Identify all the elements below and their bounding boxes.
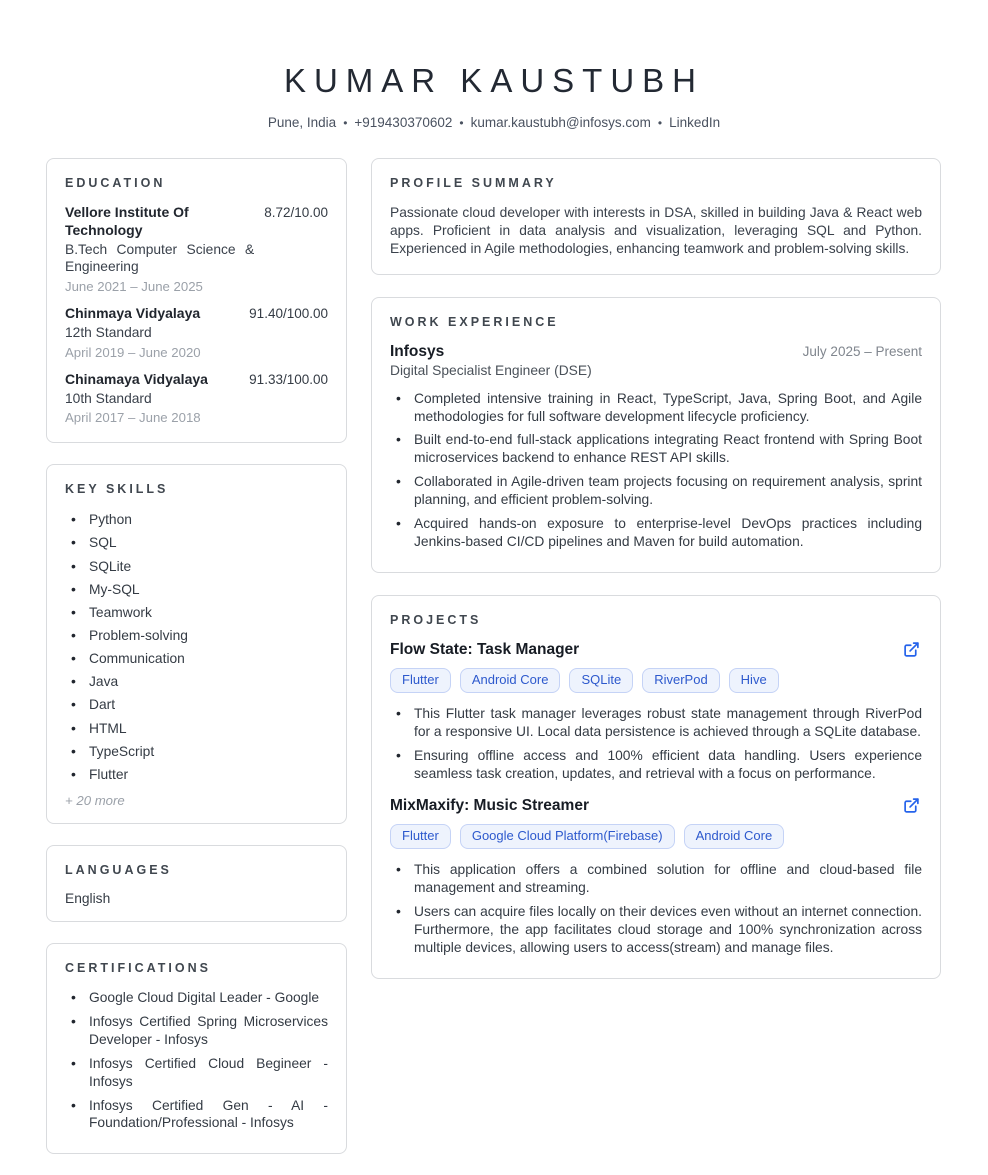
work-bullets: [390, 390, 922, 551]
tech-tag: Google Cloud Platform(Firebase): [460, 824, 675, 849]
contact-separator: •: [459, 116, 464, 130]
degree: 10th Standard: [65, 390, 152, 406]
skill-item: • TypeScript: [65, 742, 328, 762]
education-entry-left: [65, 204, 254, 294]
certifications-section-title: CERTIFICATIONS: [65, 960, 211, 975]
project-bullet: • Ensuring offline access and 100% efficient data handling. Users experience seamless task creation, updates, and retrieval with a focus on performance.: [390, 747, 922, 783]
certifications-list: [65, 989, 328, 1132]
school-name: Chinmaya Vidyalaya: [65, 305, 201, 322]
work-entry: [390, 343, 922, 551]
certification-item: • Google Cloud Digital Leader - Google: [65, 989, 328, 1007]
tech-tag: SQLite: [569, 668, 633, 693]
score: 91.33/100.00: [249, 371, 328, 387]
project-entry-head: [390, 641, 922, 659]
projects-card: [371, 595, 941, 979]
date-range: June 2021 – June 2025: [65, 279, 203, 295]
project-title: MixMaxify: Music Streamer: [390, 796, 589, 814]
skill-item: • Problem-solving: [65, 626, 328, 646]
work-entry-head: [390, 343, 922, 361]
right-column: [371, 158, 941, 1001]
skill-item: • Flutter: [65, 765, 328, 785]
certification-item: • Infosys Certified Cloud Begineer - Infosys: [65, 1055, 328, 1091]
contact-linkedin-link[interactable]: LinkedIn: [669, 115, 721, 130]
work-bullet: • Collaborated in Agile-driven team projects focusing on requirement analysis, sprint planning, and efficient problem-solving.: [390, 473, 922, 509]
skills-list: [65, 510, 328, 785]
skill-item: • Communication: [65, 649, 328, 669]
tech-tag: Hive: [729, 668, 779, 693]
project-entry-head: [390, 797, 922, 815]
project-tags: [390, 824, 922, 849]
skill-item: • Java: [65, 672, 328, 692]
tech-tag: Android Core: [460, 668, 561, 693]
education-entries: [65, 204, 328, 425]
skill-item: • HTML: [65, 719, 328, 739]
project-bullet: • This Flutter task manager leverages robust state management through RiverPod for a responsive UI. Local data persistence is achieved through a SQLite database.: [390, 705, 922, 741]
languages-card: [46, 845, 347, 922]
contact-location: Pune, India: [267, 115, 337, 130]
job-title: Digital Specialist Engineer (DSE): [390, 362, 592, 378]
profile-summary-text: Passionate cloud developer with interests in DSA, skilled in building Java & React web apps. Proficient in data analysis and visualization, leveraging SQL and Python. Experienced in Agile methodologies, enhancing teamwork and problem-solving skills.: [390, 205, 922, 257]
certification-item: • Infosys Certified Spring Microservices Developer - Infosys: [65, 1013, 328, 1049]
work-bullet: • Completed intensive training in React, TypeScript, Java, Spring Boot, and Agile methodologies for full software development lifecycle proficiency.: [390, 390, 922, 426]
skills-more-note[interactable]: + 20 more: [65, 792, 125, 808]
education-entry-left: [65, 371, 239, 426]
project-entry: [390, 641, 922, 783]
degree: 12th Standard: [65, 325, 152, 341]
education-card: [46, 158, 347, 443]
contact-separator: •: [657, 116, 663, 130]
education-entry: [65, 305, 328, 360]
tech-tag: Flutter: [390, 668, 451, 693]
project-bullet: • This application offers a combined solution for offline and cloud-based file management and streaming.: [390, 861, 922, 897]
skill-item: • Dart: [65, 695, 328, 715]
education-entry-left: [65, 305, 239, 360]
key-skills-section-title: KEY SKILLS: [65, 482, 169, 497]
projects-section-title: PROJECTS: [390, 612, 482, 627]
education-entry-head: [65, 204, 328, 294]
contact-phone: +919430370602: [354, 115, 453, 130]
project-tags: [390, 668, 922, 693]
project-bullet: • Users can acquire files locally on their devices even without an internet connection. Furthermore, the app facilitates cloud storage and 100% synchronization across multiple devices, allowing users to access(stream) and manage files.: [390, 903, 922, 957]
tech-tag: Android Core: [684, 824, 785, 849]
skill-item: • SQLite: [65, 557, 328, 577]
degree: B.Tech Computer Science & Engineering: [65, 241, 255, 275]
education-entry: [65, 371, 328, 426]
project-bullets: [390, 861, 922, 957]
school-name: Chinamaya Vidyalaya: [65, 370, 208, 387]
skill-item: • My-SQL: [65, 580, 328, 600]
certifications-card: [46, 943, 347, 1154]
certification-item: • Infosys Certified Gen - AI - Foundation/Professional - Infosys: [65, 1097, 328, 1133]
contact-line: [0, 115, 988, 130]
work-experience-card: [371, 297, 941, 573]
external-link-icon[interactable]: [903, 797, 922, 814]
project-entry: [390, 797, 922, 957]
key-skills-card: [46, 464, 347, 824]
project-bullets: [390, 705, 922, 783]
education-entry-head: [65, 371, 328, 426]
person-name: KUMAR KAUSTUBH: [283, 62, 705, 99]
left-column: [46, 158, 347, 1175]
profile-summary-card: [371, 158, 941, 275]
external-link-icon[interactable]: [903, 641, 922, 658]
contact-separator: •: [343, 116, 348, 130]
contact-email[interactable]: kumar.kaustubh@infosys.com: [470, 115, 651, 130]
languages-section-title: LANGUAGES: [65, 862, 172, 877]
date-range: April 2019 – June 2020: [65, 344, 201, 360]
score: 8.72/10.00: [264, 205, 328, 220]
languages-list: [65, 891, 328, 906]
date-range: April 2017 – June 2018: [65, 410, 201, 426]
project-entries: [390, 641, 922, 957]
date-range: July 2025 – Present: [802, 343, 922, 359]
tech-tag: Flutter: [390, 824, 451, 849]
project-title: Flow State: Task Manager: [390, 640, 580, 658]
work-experience-section-title: WORK EXPERIENCE: [390, 314, 559, 329]
skill-item: • SQL: [65, 533, 328, 553]
skill-item: • Python: [65, 510, 328, 530]
content-columns: [0, 158, 988, 1175]
company-name: Infosys: [390, 342, 445, 360]
work-bullet: • Acquired hands-on exposure to enterprise-level DevOps practices including Jenkins-based CI/CD pipelines and Maven for build automation.: [390, 515, 922, 551]
education-section-title: EDUCATION: [65, 176, 166, 190]
education-entry: [65, 204, 328, 294]
education-entry-head: [65, 305, 328, 360]
language-item: English: [65, 890, 111, 906]
skill-item: • Teamwork: [65, 603, 328, 623]
school-name: Vellore Institute Of Technology: [65, 204, 189, 238]
work-bullet: • Built end-to-end full-stack applications integrating React frontend with Spring Boot microservices backend to enhance REST API skills.: [390, 431, 922, 467]
tech-tag: RiverPod: [642, 668, 719, 693]
score: 91.40/100.00: [249, 306, 328, 322]
profile-summary-section-title: PROFILE SUMMARY: [390, 176, 557, 190]
work-entries: [390, 343, 922, 551]
